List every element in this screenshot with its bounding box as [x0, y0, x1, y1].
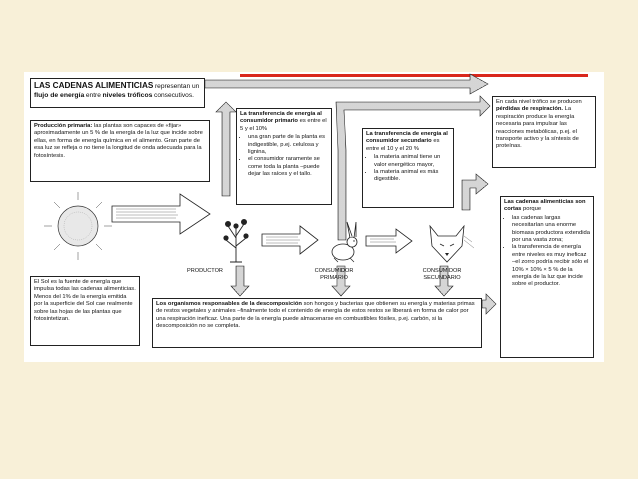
label-primary-line1: CONSUMIDOR: [314, 268, 354, 274]
header-trophic-levels: niveles tróficos: [102, 91, 153, 99]
list-item: • las cadenas largas necesitarían una enorme biomasa productora extendida por una vasta zona;: [512, 215, 590, 245]
decomposition-text: son hongos y bacterias que obtienen su energía y materias primas de restos vegetales y animales –finalmente todo el contenido de energía de estos restos se liberará en forma de calor por una respiración ineficaz. Una parte de la energía puede almacenarse en combustibles fósiles, p.ej. carbón, si la descomposición no se completa.: [156, 301, 475, 330]
energy-flow-arrow-sun: [112, 194, 210, 234]
sun-text: El Sol es la fuente de energía que impulsa todas las cadenas alimenticias. Menos del 1% de la energía emitida por la superficie del Sol cae realmente sobre las hojas de las plantas que fotosintetizan.: [34, 279, 136, 323]
header-box: [30, 78, 205, 108]
plant-icon: [223, 219, 248, 262]
decomposition-title: Los organismos responsables de la descomposición: [156, 301, 302, 307]
label-primary-line2: PRIMARIO: [320, 274, 348, 281]
header-between: entre: [85, 91, 101, 99]
heat-loss-decomp-arrow: [482, 294, 496, 314]
primary-production-title: Producción primaria:: [34, 123, 93, 129]
list-item: • la materia animal tiene un valor energético mayor,: [374, 154, 450, 169]
list-item: • el consumidor raramente se come toda la planta –puede dejar las raíces y el tallo.: [248, 156, 328, 178]
primary-consumer-box: [236, 108, 332, 205]
primary-production-text: las plantas son capaces de «fijar» aproximadamente un 5 % de la energía de la luz que incide sobre ellas, en forma de energía química en el alimento. Gran parte de esa luz se refleja o no tiene la longitud de onda adecuada para la fotosíntesis.: [34, 123, 203, 159]
primary-production-box: [30, 120, 210, 182]
energy-flow-arrow-secondary: [366, 229, 412, 253]
short-chains-box: [500, 196, 594, 358]
label-secondary-line2: SECUNDARIO: [423, 274, 461, 281]
respiration-text: La respiración produce la energía necesaria para impulsar las reacciones metabólicas, p.ej. el transporte activo y la síntesis de proteínas.: [496, 106, 579, 150]
sun-box: [30, 276, 140, 346]
header-energy-flow: flujo de energía: [34, 91, 85, 99]
heat-loss-secondary-arrow: [462, 174, 488, 210]
primary-consumer-text: es entre el 5 y el 10%: [240, 118, 327, 132]
list-item: • la transferencia de energía entre niveles es muy ineficaz –el zorro podría recibir sólo el 10% × 10% × 5 % de la energía de la luz que incide sobre el productor.: [512, 244, 590, 288]
respiration-intro: En cada nivel trófico se producen: [496, 99, 582, 105]
fox-icon: [430, 226, 474, 262]
label-producer-text: PRODUCTOR: [187, 268, 223, 274]
label-secondary-line1: CONSUMIDOR: [422, 268, 462, 274]
label-producer: [180, 268, 230, 275]
heat-loss-top-arrow: [205, 74, 488, 94]
secondary-consumer-title: La transferencia de energía al consumidor secundario: [366, 131, 448, 145]
primary-consumer-title: La transferencia de energía al consumidor primario: [240, 111, 322, 125]
respiration-title: pérdidas de respiración.: [496, 106, 564, 113]
primary-consumer-list: [240, 134, 328, 178]
list-item: • una gran parte de la planta es indigestible, p.ej. celulosa y lignina,: [248, 134, 328, 156]
label-primary-consumer: [302, 268, 366, 281]
sun-icon: [44, 192, 112, 260]
header-title-rest: representan un: [154, 83, 200, 90]
heat-loss-producer-arrow: [216, 102, 236, 196]
short-chains-title: Las cadenas alimenticias son cortas: [504, 199, 586, 213]
header-consecutive: consecutivos.: [154, 91, 194, 99]
label-secondary-consumer: [408, 268, 476, 281]
secondary-consumer-list: [366, 154, 450, 184]
secondary-consumer-text: es entre el 10 y el 20 %: [366, 138, 440, 152]
energy-flow-arrow-primary: [262, 226, 318, 254]
header-title: LAS CADENAS ALIMENTICIAS: [34, 81, 154, 90]
decomposition-box: [152, 298, 482, 348]
list-item: • la materia animal es más digestible.: [374, 169, 450, 184]
secondary-consumer-box: [362, 128, 454, 208]
respiration-box: [492, 96, 596, 168]
short-chains-list: [504, 215, 590, 289]
short-chains-title-rest: porque: [523, 206, 542, 213]
